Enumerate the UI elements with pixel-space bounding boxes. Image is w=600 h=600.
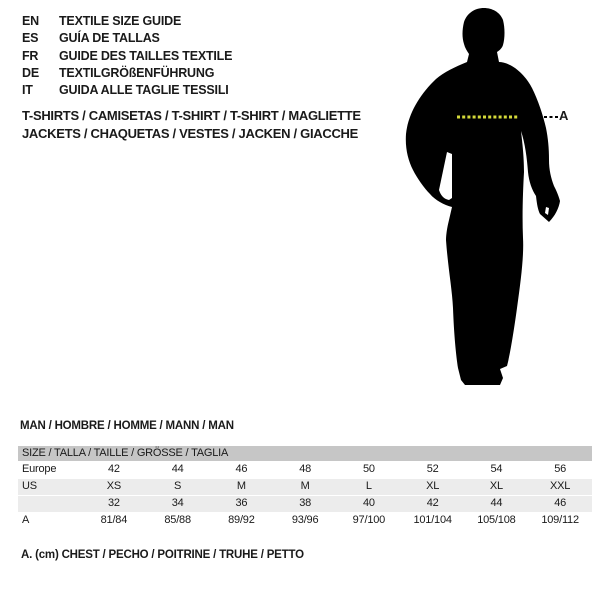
- language-code: IT: [22, 83, 33, 98]
- language-label: TEXTILGRÖßENFÜHRUNG: [59, 65, 215, 80]
- language-row-fr: [22, 48, 382, 65]
- size-cell: 101/104: [413, 514, 452, 526]
- row-label: A: [22, 514, 30, 526]
- language-row-de: [22, 65, 382, 82]
- measure-label-a: A: [559, 108, 569, 123]
- language-list: [22, 13, 382, 99]
- language-label: TEXTILE SIZE GUIDE: [59, 14, 182, 28]
- category-line-tshirts: T-SHIRTS / CAMISETAS / T-SHIRT / T-SHIRT / MAGLIETTE: [22, 108, 361, 123]
- size-cell: 97/100: [352, 514, 386, 526]
- size-table-row-europe: [18, 461, 592, 478]
- man-silhouette-svg: [400, 0, 575, 400]
- size-cell: 105/108: [477, 514, 516, 526]
- size-cell: 44: [171, 463, 184, 475]
- language-code: FR: [22, 48, 39, 63]
- size-cell: 89/92: [228, 514, 255, 526]
- size-cell: XS: [106, 480, 122, 492]
- section-heading: MAN / HOMBRE / HOMME / MANN / MAN: [20, 420, 234, 432]
- size-cell: 40: [362, 497, 375, 509]
- row-label: US: [22, 480, 37, 492]
- size-cell: XL: [489, 480, 503, 492]
- language-code: ES: [22, 31, 39, 46]
- size-cell: 56: [554, 463, 567, 475]
- size-table-header: SIZE / TALLA / TAILLE / GRÖSSE / TAGLIA: [18, 446, 592, 461]
- size-cell: 85/88: [164, 514, 191, 526]
- size-cell: 38: [299, 497, 312, 509]
- size-cell: 48: [299, 463, 312, 475]
- size-cell: 44: [490, 497, 503, 509]
- size-cell: XL: [426, 480, 440, 492]
- language-row-it: [22, 82, 382, 99]
- size-cell: XXL: [550, 480, 571, 492]
- size-cell: 50: [362, 463, 375, 475]
- size-cell: 32: [107, 497, 120, 509]
- measurement-footnote: A. (cm) CHEST / PECHO / POITRINE / TRUHE / PETTO: [21, 549, 304, 561]
- size-cell: M: [236, 480, 246, 492]
- size-cell: 42: [107, 463, 120, 475]
- size-table-row-us: [18, 478, 592, 495]
- size-cell: L: [365, 480, 372, 492]
- size-cell: 46: [554, 497, 567, 509]
- language-code: EN: [22, 14, 39, 28]
- size-cell: 93/96: [291, 514, 319, 526]
- size-cell: 42: [426, 497, 439, 509]
- category-line-jackets: JACKETS / CHAQUETAS / VESTES / JACKEN / GIACCHE: [22, 125, 358, 141]
- language-row-en: [22, 13, 382, 30]
- language-label: GUIDA ALLE TAGLIE TESSILI: [59, 83, 229, 98]
- size-cell: 81/84: [100, 514, 128, 526]
- size-cell: 109/112: [541, 514, 579, 526]
- size-table-body: [18, 461, 592, 529]
- size-cell: 34: [171, 497, 184, 509]
- size-cell: 52: [426, 463, 439, 475]
- language-label: GUIDE DES TAILLES TEXTILE: [59, 48, 233, 63]
- man-silhouette: [400, 0, 575, 400]
- size-cell: S: [174, 480, 182, 492]
- size-table-row-us-numeric: [18, 495, 592, 512]
- language-code: DE: [22, 65, 39, 80]
- size-cell: 36: [235, 497, 248, 509]
- size-table-row-a: [18, 512, 592, 529]
- body-shape: [406, 8, 560, 385]
- category-heading: [22, 107, 402, 142]
- size-cell: 46: [235, 463, 248, 475]
- row-label: [18, 495, 82, 512]
- size-cell: M: [300, 480, 310, 492]
- size-table: [18, 446, 592, 529]
- size-cell: 54: [490, 463, 503, 475]
- row-label: Europe: [22, 463, 57, 475]
- language-row-es: [22, 30, 382, 47]
- language-label: GUÍA DE TALLAS: [59, 31, 160, 46]
